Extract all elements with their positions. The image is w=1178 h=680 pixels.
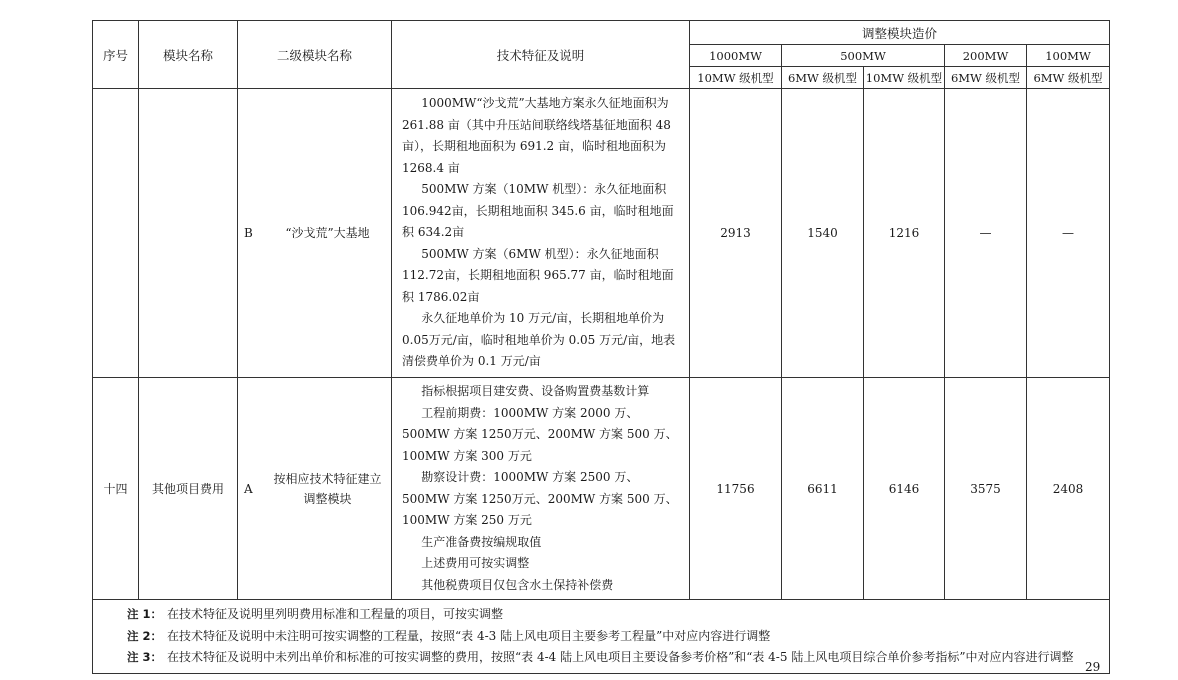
row-module xyxy=(139,89,238,378)
header-price-group: 调整模块造价 xyxy=(690,21,1110,45)
value-100mw: 2408 xyxy=(1027,378,1110,600)
notes-cell xyxy=(93,600,1110,674)
value-500mw-10mw: 1216 xyxy=(864,89,945,378)
desc-line: 指标根据项目建安费、设备购置费基数计算 xyxy=(421,384,650,398)
value-100mw: — xyxy=(1027,89,1110,378)
desc-line: 500MW 方案（10MW 机型）：永久征地面积 106.942亩，长期租地面积 345.6 亩，临时租地面积 634.2亩 xyxy=(402,182,674,240)
row-seq xyxy=(93,89,139,378)
note-text: 在技术特征及说明中未列出单价和标准的可按实调整的费用，按照“表 4-4 陆上风电项目主要设备参考价格”和“表 4-5 陆上风电项目综合单价参考指标”中对应内容进行调整 xyxy=(167,650,1074,664)
desc-line: 永久征地单价为 10 万元/亩，长期租地单价为 0.05万元/亩，临时租地单价为 0.05 万元/亩，地表清偿费单价为 0.1 万元/亩 xyxy=(402,311,676,369)
desc-line: 工程前期费：1000MW 方案 2000 万、500MW 方案 1250万元、200MW 方案 500 万、100MW 方案 300 万元 xyxy=(402,405,678,463)
header-unit-500b: 10MW 级机型 xyxy=(864,67,945,89)
row-description xyxy=(392,89,690,378)
value-200mw: 3575 xyxy=(945,378,1027,600)
note-label: 注 2： xyxy=(127,628,163,643)
page-number: 29 xyxy=(1085,660,1101,674)
note-text: 在技术特征及说明中未注明可按实调整的工程量，按照“表 4-3 陆上风电项目主要参考工程量”中对应内容进行调整 xyxy=(167,628,771,643)
header-cap-100: 100MW xyxy=(1027,45,1110,67)
value-500mw-10mw: 6146 xyxy=(864,378,945,600)
note-text: 在技术特征及说明里列明费用标准和工程量的项目，可按实调整 xyxy=(167,607,504,621)
header-seq: 序号 xyxy=(93,21,139,89)
desc-line: 勘察设计费：1000MW 方案 2500 万、500MW 方案 1250万元、200MW 方案 500 万、100MW 方案 250 万元 xyxy=(402,470,678,527)
note-2 xyxy=(127,626,1099,648)
row-submodule-name: 按相应技术特征建立调整模块 xyxy=(273,471,382,506)
header-unit-1000: 10MW 级机型 xyxy=(690,67,782,89)
header-tech: 技术特征及说明 xyxy=(392,21,690,89)
row-seq: 十四 xyxy=(93,378,139,600)
desc-line: 500MW 方案（6MW 机型）：永久征地面积 112.72亩，长期租地面积 965.77 亩，临时租地面积 1786.02亩 xyxy=(402,246,674,304)
note-1 xyxy=(127,604,1099,626)
value-500mw-6mw: 1540 xyxy=(782,89,864,378)
notes-row xyxy=(93,600,1110,674)
cost-adjustment-table xyxy=(92,20,1110,674)
table-row xyxy=(93,89,1110,378)
header-unit-100: 6MW 级机型 xyxy=(1027,67,1110,89)
row-submodule-name: “沙戈荒”大基地 xyxy=(285,226,370,240)
header-unit-500a: 6MW 级机型 xyxy=(782,67,864,89)
header-cap-1000: 1000MW xyxy=(690,45,782,67)
note-label: 注 3： xyxy=(127,650,163,664)
value-1000mw: 11756 xyxy=(690,378,782,600)
desc-line: 生产准备费按编规取值 xyxy=(421,534,542,549)
header-cap-200: 200MW xyxy=(945,45,1027,67)
note-label: 注 1： xyxy=(127,607,163,621)
value-500mw-6mw: 6611 xyxy=(782,378,864,600)
row-module: 其他项目费用 xyxy=(139,378,238,600)
header-module: 模块名称 xyxy=(139,21,238,89)
desc-line: 上述费用可按实调整 xyxy=(421,556,530,570)
header-submodule: 二级模块名称 xyxy=(238,21,392,89)
row-submodule xyxy=(238,89,392,378)
header-cap-500: 500MW xyxy=(782,45,945,67)
desc-line: 1000MW“沙戈荒”大基地方案永久征地面积为261.88 亩（其中升压站间联络线塔基征地面积 48亩），长期租地面积为 691.2 亩，临时租地面积为1268.4 亩 xyxy=(402,96,671,175)
desc-line: 其他税费项目仅包含水土保持补偿费 xyxy=(421,577,614,592)
note-3 xyxy=(127,647,1099,669)
value-1000mw: 2913 xyxy=(690,89,782,378)
row-submodule xyxy=(238,378,392,600)
header-unit-200: 6MW 级机型 xyxy=(945,67,1027,89)
row-submodule-letter: A xyxy=(244,481,253,496)
table-row xyxy=(93,378,1110,600)
row-submodule-letter: B xyxy=(244,226,253,240)
value-200mw: — xyxy=(945,89,1027,378)
row-description xyxy=(392,378,690,600)
